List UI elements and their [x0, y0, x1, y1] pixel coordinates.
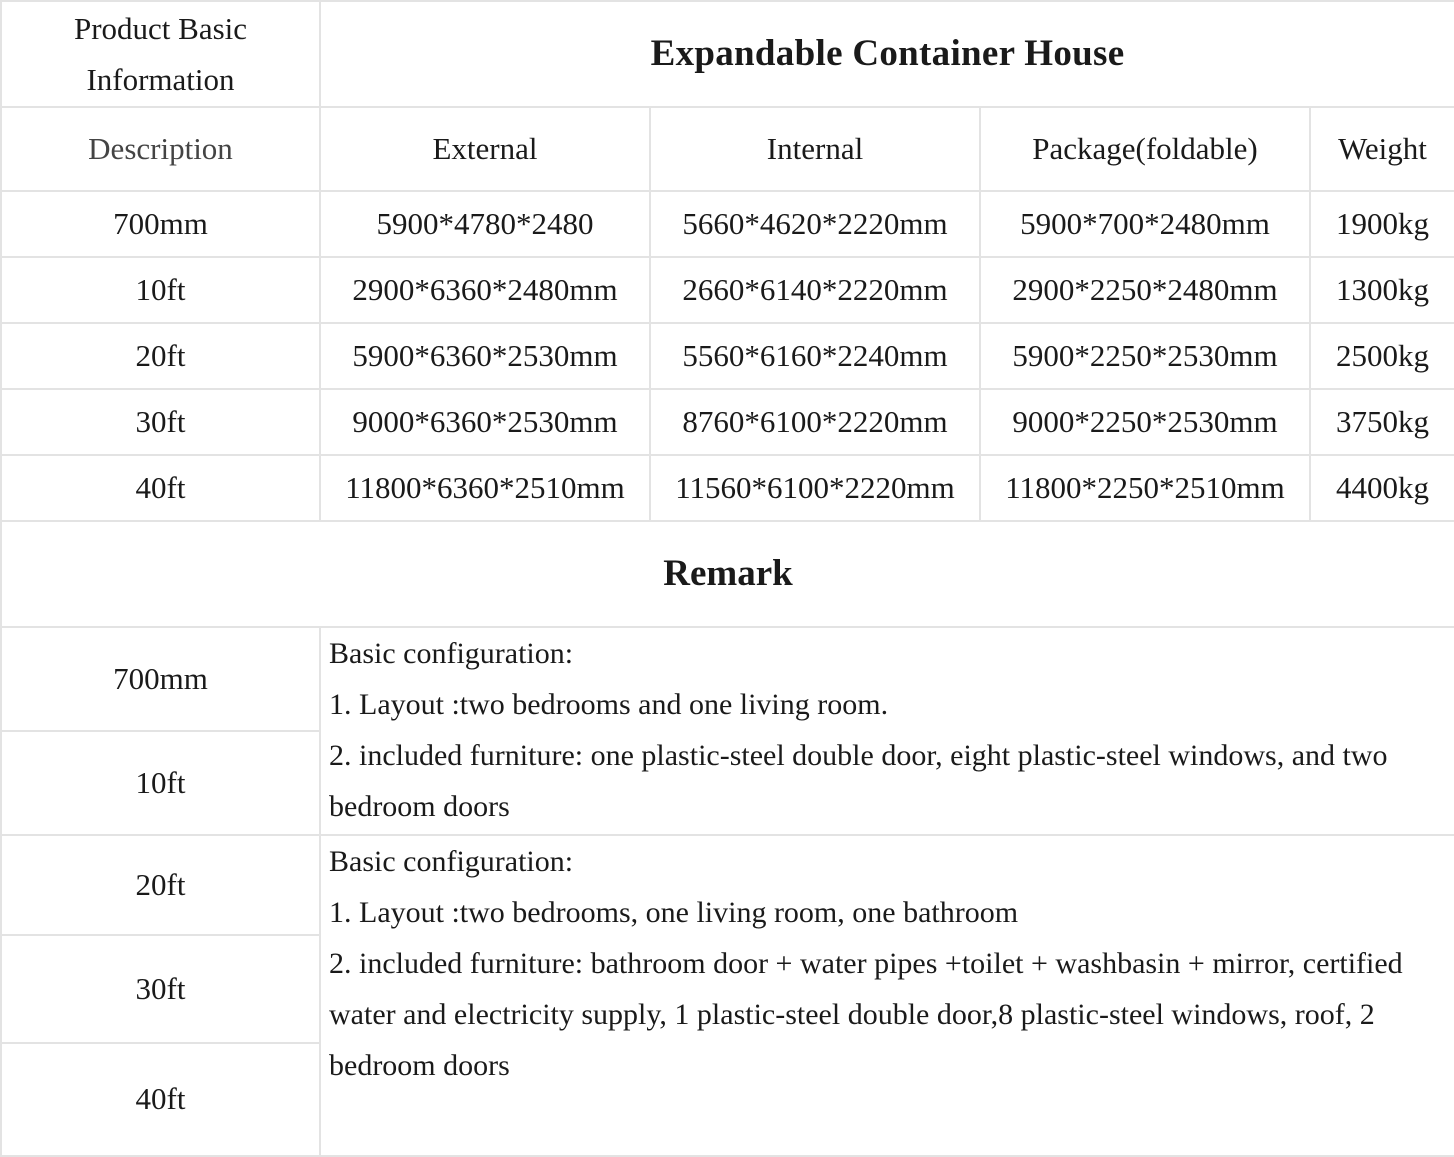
row-external: 2900*6360*2480mm: [320, 257, 650, 323]
row-internal: 2660*6140*2220mm: [650, 257, 980, 323]
row-package: 2900*2250*2480mm: [980, 257, 1310, 323]
row-internal: 5560*6160*2240mm: [650, 323, 980, 389]
row-package: 11800*2250*2510mm: [980, 455, 1310, 521]
row-package: 5900*2250*2530mm: [980, 323, 1310, 389]
table-row: [1, 455, 1454, 521]
basic-info-line2: Information: [86, 62, 235, 97]
remark-size: 30ft: [1, 935, 320, 1043]
row-size: 10ft: [1, 257, 320, 323]
title-row: [1, 1, 1454, 107]
table-row: [1, 323, 1454, 389]
col-header-external: External: [320, 107, 650, 191]
row-size: 40ft: [1, 455, 320, 521]
remark-line: Basic configuration:: [329, 845, 574, 878]
basic-info-header: [1, 1, 320, 107]
remark-size: 40ft: [1, 1043, 320, 1156]
row-size: 20ft: [1, 323, 320, 389]
table-row: [1, 191, 1454, 257]
col-header-weight: Weight: [1310, 107, 1454, 191]
remark-config-basic: [320, 627, 1454, 835]
table-row: [1, 257, 1454, 323]
row-external: 5900*6360*2530mm: [320, 323, 650, 389]
row-external: 5900*4780*2480: [320, 191, 650, 257]
remark-row: [1, 835, 1454, 935]
remark-line: 2. included furniture: bathroom door + water pipes +toilet + washbasin + mirror, certified water and electricity supply, 1 plastic-steel double door,8 plastic-steel windows, roof, 2 bedroom doors: [329, 947, 1403, 1082]
remark-line: Basic configuration:: [329, 637, 574, 670]
row-weight: 1300kg: [1310, 257, 1454, 323]
row-weight: 1900kg: [1310, 191, 1454, 257]
table-row: [1, 389, 1454, 455]
remark-line: 1. Layout :two bedrooms, one living room, one bathroom: [329, 896, 1019, 929]
remark-line: 1. Layout :two bedrooms and one living room.: [329, 688, 889, 721]
remark-size: 10ft: [1, 731, 320, 835]
row-internal: 8760*6100*2220mm: [650, 389, 980, 455]
row-external: 11800*6360*2510mm: [320, 455, 650, 521]
row-weight: 4400kg: [1310, 455, 1454, 521]
column-header-row: [1, 107, 1454, 191]
remark-row: [1, 627, 1454, 731]
basic-info-line1: Product Basic: [73, 11, 248, 46]
row-external: 9000*6360*2530mm: [320, 389, 650, 455]
row-internal: 5660*4620*2220mm: [650, 191, 980, 257]
row-package: 9000*2250*2530mm: [980, 389, 1310, 455]
remark-config-bathroom: [320, 835, 1454, 1156]
row-size: 700mm: [1, 191, 320, 257]
row-internal: 11560*6100*2220mm: [650, 455, 980, 521]
row-package: 5900*700*2480mm: [980, 191, 1310, 257]
col-header-package: Package(foldable): [980, 107, 1310, 191]
col-header-internal: Internal: [650, 107, 980, 191]
remark-size: 700mm: [1, 627, 320, 731]
remark-title: Remark: [1, 521, 1454, 627]
table-title: Expandable Container House: [320, 1, 1454, 107]
remark-size: 20ft: [1, 835, 320, 935]
row-weight: 2500kg: [1310, 323, 1454, 389]
col-header-description: Description: [1, 107, 320, 191]
row-weight: 3750kg: [1310, 389, 1454, 455]
remark-title-row: [1, 521, 1454, 627]
row-size: 30ft: [1, 389, 320, 455]
remark-line: 2. included furniture: one plastic-steel double door, eight plastic-steel windows, and two bedroom doors: [329, 739, 1388, 823]
